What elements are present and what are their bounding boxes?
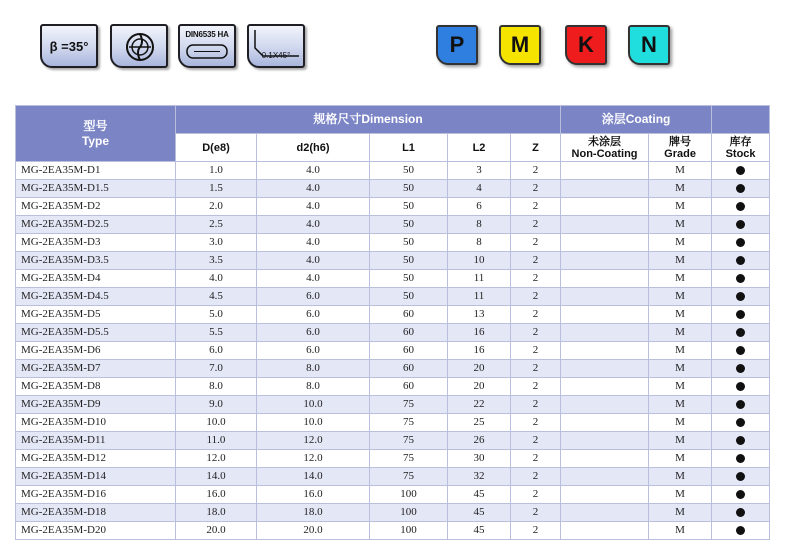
table-row — [16, 252, 770, 270]
cell-stock — [712, 198, 770, 216]
cell-d: 18.0 — [176, 504, 257, 522]
cell-d: 9.0 — [176, 396, 257, 414]
cell-d2: 10.0 — [257, 414, 370, 432]
stock-dot-icon — [736, 400, 745, 409]
header-grade — [649, 134, 712, 162]
cell-l1: 50 — [370, 270, 448, 288]
cell-stock — [712, 216, 770, 234]
cell-d2: 6.0 — [257, 342, 370, 360]
cell-stock — [712, 324, 770, 342]
cell-d2: 16.0 — [257, 486, 370, 504]
cell-stock — [712, 486, 770, 504]
cell-noncoating — [561, 288, 649, 306]
stock-dot-icon — [736, 382, 745, 391]
cell-l1: 50 — [370, 162, 448, 180]
cell-type: MG-2EA35M-D18 — [16, 504, 176, 522]
cell-noncoating — [561, 306, 649, 324]
cell-grade: M — [649, 180, 712, 198]
header-l1: L1 — [370, 134, 448, 162]
cell-type: MG-2EA35M-D8 — [16, 378, 176, 396]
cell-d2: 12.0 — [257, 450, 370, 468]
table-row — [16, 486, 770, 504]
cell-l1: 60 — [370, 306, 448, 324]
table-row — [16, 216, 770, 234]
material-m-letter: M — [510, 32, 530, 57]
cell-z: 2 — [511, 324, 561, 342]
cell-l2: 3 — [448, 162, 511, 180]
cell-grade: M — [649, 270, 712, 288]
cell-d2: 18.0 — [257, 504, 370, 522]
cell-l1: 60 — [370, 378, 448, 396]
cell-z: 2 — [511, 162, 561, 180]
cell-d: 5.5 — [176, 324, 257, 342]
cell-type: MG-2EA35M-D11 — [16, 432, 176, 450]
material-k-badge — [565, 25, 607, 65]
cell-grade: M — [649, 198, 712, 216]
cell-l1: 50 — [370, 234, 448, 252]
cell-grade: M — [649, 504, 712, 522]
cell-d2: 4.0 — [257, 216, 370, 234]
cell-d: 7.0 — [176, 360, 257, 378]
cell-l1: 75 — [370, 468, 448, 486]
cell-type: MG-2EA35M-D16 — [16, 486, 176, 504]
cell-grade: M — [649, 216, 712, 234]
stock-dot-icon — [736, 202, 745, 211]
cell-d: 10.0 — [176, 414, 257, 432]
cell-stock — [712, 360, 770, 378]
corner-chamfer-icon — [247, 24, 305, 68]
cell-d: 2.5 — [176, 216, 257, 234]
header-noncoating — [561, 134, 649, 162]
cell-noncoating — [561, 450, 649, 468]
header-noncoating-cn: 未涂层 — [588, 135, 622, 148]
cell-d: 3.0 — [176, 234, 257, 252]
cell-stock — [712, 468, 770, 486]
cell-l2: 30 — [448, 450, 511, 468]
cell-z: 2 — [511, 216, 561, 234]
table-row — [16, 360, 770, 378]
cell-z: 2 — [511, 396, 561, 414]
cell-stock — [712, 180, 770, 198]
cell-noncoating — [561, 432, 649, 450]
cell-l2: 10 — [448, 252, 511, 270]
cell-z: 2 — [511, 378, 561, 396]
stock-dot-icon — [736, 310, 745, 319]
cell-type: MG-2EA35M-D6 — [16, 342, 176, 360]
cell-grade: M — [649, 378, 712, 396]
cell-grade: M — [649, 306, 712, 324]
cell-stock — [712, 522, 770, 540]
cell-l1: 50 — [370, 216, 448, 234]
cell-d2: 10.0 — [257, 396, 370, 414]
material-k-letter: K — [578, 32, 594, 57]
table-row — [16, 162, 770, 180]
cell-l2: 4 — [448, 180, 511, 198]
cell-type: MG-2EA35M-D1.5 — [16, 180, 176, 198]
cell-stock — [712, 162, 770, 180]
cell-stock — [712, 306, 770, 324]
table-row — [16, 198, 770, 216]
cell-l1: 75 — [370, 414, 448, 432]
cell-l1: 50 — [370, 180, 448, 198]
cell-l2: 16 — [448, 324, 511, 342]
cell-l2: 32 — [448, 468, 511, 486]
table-row — [16, 396, 770, 414]
stock-dot-icon — [736, 274, 745, 283]
cell-l2: 11 — [448, 288, 511, 306]
cell-type: MG-2EA35M-D3.5 — [16, 252, 176, 270]
cell-d2: 6.0 — [257, 288, 370, 306]
helix-angle-icon — [40, 24, 98, 68]
table-body — [16, 162, 770, 540]
table-row — [16, 450, 770, 468]
cell-l1: 50 — [370, 198, 448, 216]
table-row — [16, 288, 770, 306]
header-stock-en: Stock — [725, 147, 756, 160]
cell-type: MG-2EA35M-D1 — [16, 162, 176, 180]
stock-dot-icon — [736, 490, 745, 499]
cell-grade: M — [649, 234, 712, 252]
stock-dot-icon — [736, 346, 745, 355]
cell-d2: 6.0 — [257, 306, 370, 324]
stock-dot-icon — [736, 166, 745, 175]
cell-noncoating — [561, 522, 649, 540]
cell-z: 2 — [511, 360, 561, 378]
cell-stock — [712, 288, 770, 306]
material-n-letter: N — [641, 32, 657, 57]
cell-l2: 25 — [448, 414, 511, 432]
header-grade-en: Grade — [664, 147, 696, 160]
cell-l2: 45 — [448, 522, 511, 540]
cell-grade: M — [649, 450, 712, 468]
header-stock-spacer — [712, 106, 770, 134]
stock-dot-icon — [736, 220, 745, 229]
shank-din-icon — [178, 24, 236, 68]
cell-noncoating — [561, 252, 649, 270]
cell-d: 12.0 — [176, 450, 257, 468]
cell-d: 3.5 — [176, 252, 257, 270]
cell-l2: 20 — [448, 378, 511, 396]
cell-l2: 45 — [448, 486, 511, 504]
material-p-letter: P — [449, 32, 465, 57]
material-n-badge — [628, 25, 670, 65]
cell-noncoating — [561, 234, 649, 252]
cell-type: MG-2EA35M-D4 — [16, 270, 176, 288]
two-flute-icon — [110, 24, 168, 68]
cell-z: 2 — [511, 306, 561, 324]
cell-type: MG-2EA35M-D5.5 — [16, 324, 176, 342]
cell-z: 2 — [511, 414, 561, 432]
cell-l1: 75 — [370, 450, 448, 468]
cell-l1: 60 — [370, 324, 448, 342]
stock-dot-icon — [736, 328, 745, 337]
cell-noncoating — [561, 162, 649, 180]
cell-type: MG-2EA35M-D3 — [16, 234, 176, 252]
table-row — [16, 468, 770, 486]
cell-type: MG-2EA35M-D9 — [16, 396, 176, 414]
cell-d: 14.0 — [176, 468, 257, 486]
cell-z: 2 — [511, 468, 561, 486]
cell-l2: 26 — [448, 432, 511, 450]
header-d2: d2(h6) — [257, 134, 370, 162]
chamfer-label: 0.1X45° — [261, 51, 291, 60]
header-noncoating-en: Non-Coating — [571, 147, 638, 160]
stock-dot-icon — [736, 184, 745, 193]
stock-dot-icon — [736, 256, 745, 265]
material-m-badge — [499, 25, 541, 65]
header-d: D(e8) — [176, 134, 257, 162]
cell-d: 1.0 — [176, 162, 257, 180]
cell-d: 6.0 — [176, 342, 257, 360]
material-p-badge — [436, 25, 478, 65]
stock-dot-icon — [736, 526, 745, 535]
cell-d: 11.0 — [176, 432, 257, 450]
cell-z: 2 — [511, 180, 561, 198]
cell-d2: 6.0 — [257, 324, 370, 342]
cell-grade: M — [649, 414, 712, 432]
cell-noncoating — [561, 360, 649, 378]
table-row — [16, 324, 770, 342]
stock-dot-icon — [736, 436, 745, 445]
cell-d2: 4.0 — [257, 198, 370, 216]
cell-z: 2 — [511, 252, 561, 270]
cell-noncoating — [561, 396, 649, 414]
cell-d2: 4.0 — [257, 252, 370, 270]
cell-grade: M — [649, 432, 712, 450]
cell-z: 2 — [511, 504, 561, 522]
stock-dot-icon — [736, 238, 745, 247]
cell-stock — [712, 504, 770, 522]
cell-type: MG-2EA35M-D20 — [16, 522, 176, 540]
header-dimension: 规格尺寸Dimension — [176, 106, 561, 134]
cell-z: 2 — [511, 288, 561, 306]
cell-noncoating — [561, 180, 649, 198]
stock-dot-icon — [736, 508, 745, 517]
cell-d2: 4.0 — [257, 234, 370, 252]
cell-l2: 11 — [448, 270, 511, 288]
cell-type: MG-2EA35M-D7 — [16, 360, 176, 378]
table-row — [16, 504, 770, 522]
header-stock — [712, 134, 770, 162]
cell-noncoating — [561, 324, 649, 342]
cell-noncoating — [561, 270, 649, 288]
cell-grade: M — [649, 468, 712, 486]
cell-z: 2 — [511, 486, 561, 504]
cell-l2: 22 — [448, 396, 511, 414]
header-l2: L2 — [448, 134, 511, 162]
cell-d2: 14.0 — [257, 468, 370, 486]
cell-z: 2 — [511, 450, 561, 468]
cell-grade: M — [649, 522, 712, 540]
cell-type: MG-2EA35M-D12 — [16, 450, 176, 468]
cell-l1: 60 — [370, 360, 448, 378]
table-row — [16, 306, 770, 324]
header-grade-cn: 牌号 — [669, 135, 692, 148]
cell-d2: 8.0 — [257, 360, 370, 378]
cell-d: 20.0 — [176, 522, 257, 540]
cell-d: 5.0 — [176, 306, 257, 324]
cell-l2: 6 — [448, 198, 511, 216]
cell-stock — [712, 378, 770, 396]
table-row — [16, 270, 770, 288]
header-type-en: Type — [81, 133, 110, 148]
cell-grade: M — [649, 342, 712, 360]
header-z: Z — [511, 134, 561, 162]
cell-grade: M — [649, 252, 712, 270]
cell-stock — [712, 252, 770, 270]
helix-angle-label: β =35° — [49, 38, 89, 54]
cell-l1: 60 — [370, 342, 448, 360]
table-row — [16, 432, 770, 450]
cell-noncoating — [561, 198, 649, 216]
stock-dot-icon — [736, 454, 745, 463]
cell-l1: 100 — [370, 522, 448, 540]
cell-l2: 8 — [448, 234, 511, 252]
cell-l2: 13 — [448, 306, 511, 324]
cell-z: 2 — [511, 270, 561, 288]
cell-z: 2 — [511, 198, 561, 216]
cell-d: 1.5 — [176, 180, 257, 198]
cell-grade: M — [649, 396, 712, 414]
cell-type: MG-2EA35M-D2 — [16, 198, 176, 216]
cell-stock — [712, 234, 770, 252]
cell-l1: 100 — [370, 486, 448, 504]
cell-noncoating — [561, 468, 649, 486]
cell-z: 2 — [511, 522, 561, 540]
cell-l1: 75 — [370, 432, 448, 450]
cell-d: 4.5 — [176, 288, 257, 306]
cell-type: MG-2EA35M-D4.5 — [16, 288, 176, 306]
stock-dot-icon — [736, 472, 745, 481]
cell-stock — [712, 270, 770, 288]
cell-stock — [712, 432, 770, 450]
cell-l1: 100 — [370, 504, 448, 522]
cell-grade: M — [649, 162, 712, 180]
cell-d2: 12.0 — [257, 432, 370, 450]
cell-z: 2 — [511, 342, 561, 360]
cell-z: 2 — [511, 432, 561, 450]
table-row — [16, 180, 770, 198]
stock-dot-icon — [736, 364, 745, 373]
header-type-cn: 型号 — [83, 118, 108, 133]
header-type — [16, 106, 176, 162]
cell-l1: 50 — [370, 288, 448, 306]
cell-noncoating — [561, 216, 649, 234]
spec-table — [15, 105, 770, 540]
cell-type: MG-2EA35M-D14 — [16, 468, 176, 486]
table-row — [16, 378, 770, 396]
cell-d2: 4.0 — [257, 270, 370, 288]
cell-d2: 4.0 — [257, 162, 370, 180]
cell-noncoating — [561, 414, 649, 432]
cell-grade: M — [649, 324, 712, 342]
cell-d2: 8.0 — [257, 378, 370, 396]
cell-d: 4.0 — [176, 270, 257, 288]
cell-noncoating — [561, 486, 649, 504]
cell-stock — [712, 414, 770, 432]
din-label: DIN6535 HA — [185, 30, 229, 39]
stock-dot-icon — [736, 292, 745, 301]
cell-type: MG-2EA35M-D5 — [16, 306, 176, 324]
table-row — [16, 234, 770, 252]
cell-grade: M — [649, 486, 712, 504]
cell-l2: 20 — [448, 360, 511, 378]
table-row — [16, 342, 770, 360]
cell-grade: M — [649, 288, 712, 306]
header-coating: 涂层Coating — [561, 106, 712, 134]
cell-grade: M — [649, 360, 712, 378]
cell-l2: 8 — [448, 216, 511, 234]
table-row — [16, 414, 770, 432]
cell-d2: 4.0 — [257, 180, 370, 198]
table-row — [16, 522, 770, 540]
cell-stock — [712, 450, 770, 468]
cell-stock — [712, 342, 770, 360]
cell-d: 8.0 — [176, 378, 257, 396]
cell-noncoating — [561, 378, 649, 396]
cell-l1: 50 — [370, 252, 448, 270]
cell-l1: 75 — [370, 396, 448, 414]
stock-dot-icon — [736, 418, 745, 427]
header-stock-cn: 库存 — [729, 135, 752, 148]
cell-noncoating — [561, 342, 649, 360]
cell-noncoating — [561, 504, 649, 522]
cell-z: 2 — [511, 234, 561, 252]
cell-d: 2.0 — [176, 198, 257, 216]
cell-type: MG-2EA35M-D10 — [16, 414, 176, 432]
cell-l2: 16 — [448, 342, 511, 360]
cell-d2: 20.0 — [257, 522, 370, 540]
cell-d: 16.0 — [176, 486, 257, 504]
cell-stock — [712, 396, 770, 414]
cell-l2: 45 — [448, 504, 511, 522]
cell-type: MG-2EA35M-D2.5 — [16, 216, 176, 234]
